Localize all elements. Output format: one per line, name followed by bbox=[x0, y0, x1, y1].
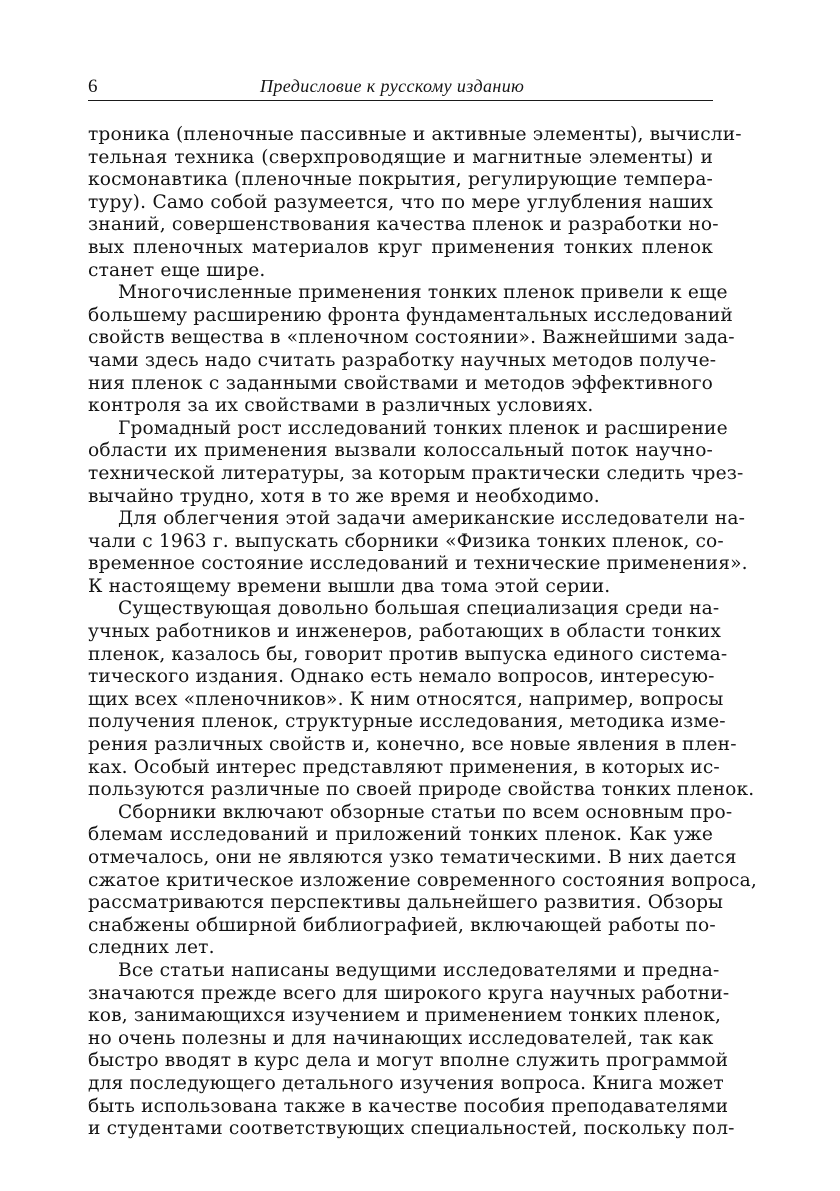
text-line: ния пленок с заданными свойствами и методов эффективного bbox=[88, 372, 713, 394]
text-line: туру). Само собой разумеется, что по мере углубления наших bbox=[88, 191, 713, 213]
text-line: и студентами соответствующих специальностей, поскольку пол- bbox=[88, 1118, 735, 1140]
text-line: свойств вещества в «пленочном состоянии». Важнейшими зада- bbox=[88, 327, 735, 349]
text-line: для последующего детального изучения вопроса. Книга может bbox=[88, 1072, 724, 1094]
text-line: рассматриваются перспективы дальнейшего развития. Обзоры bbox=[88, 892, 724, 914]
text-line: троника (пленочные пассивные и активные элементы), вычисли- bbox=[88, 124, 742, 145]
text-line: станет еще шире. bbox=[88, 259, 266, 281]
paragraph bbox=[88, 508, 748, 598]
text-line: учных работников и инженеров, работающих в области тонких bbox=[88, 621, 722, 643]
text-line: следних лет. bbox=[88, 937, 215, 959]
text-line: технической литературы, за которым практически следить чрез- bbox=[88, 462, 744, 484]
text-line: рения различных свойств и, конечно, все новые явления в плен- bbox=[88, 734, 737, 756]
paragraph bbox=[88, 801, 757, 960]
text-line: сжатое критическое изложение современного состояния вопроса, bbox=[88, 869, 757, 891]
text-line: но очень полезны и для начинающих исследователей, так как bbox=[88, 1027, 714, 1049]
text-line: знаний, совершенствования качества пленок и разработки но- bbox=[88, 214, 719, 236]
text-line: Многочисленные применения тонких пленок привели к еще bbox=[118, 282, 728, 304]
text-line: космонавтика (пленочные покрытия, регулирующие темпера- bbox=[88, 169, 713, 191]
text-line: большему расширению фронта фундаментальных исследований bbox=[88, 304, 733, 326]
text-line: ках. Особый интерес представляют применения, в которых ис- bbox=[88, 756, 720, 778]
page-header bbox=[88, 72, 713, 101]
running-title: Предисловие к русскому изданию bbox=[260, 76, 525, 96]
paragraph bbox=[88, 959, 735, 1141]
paragraph bbox=[88, 417, 744, 508]
text-line: получения пленок, структурные исследования, методика изме- bbox=[88, 711, 726, 733]
text-line: Громадный рост исследований тонких пленок и расширение bbox=[118, 417, 728, 439]
text-line: отмечалось, они не являются узко тематическими. В них дается bbox=[88, 847, 737, 868]
page-number: 6 bbox=[88, 76, 98, 97]
text-line: Существующая довольно большая специализация среди на- bbox=[118, 598, 720, 620]
text-line: пользуются различные по своей природе свойства тонких пленок. bbox=[88, 779, 755, 801]
text-line: быстро вводят в курс дела и могут вполне служить программой bbox=[88, 1050, 729, 1072]
text-line: Для облегчения этой задачи американские исследователи на- bbox=[118, 508, 746, 530]
text-line: тического издания. Однако есть немало вопросов, интересую- bbox=[88, 666, 715, 688]
text-line: Все статьи написаны ведущими исследователями и предна- bbox=[118, 959, 720, 981]
text-line: области их применения вызвали колоссальный поток научно- bbox=[88, 440, 713, 462]
body-text bbox=[88, 124, 757, 1141]
text-line: тельная техника (сверхпроводящие и магнитные элементы) и bbox=[88, 146, 713, 168]
text-line: блемам исследований и приложений тонких пленок. Как уже bbox=[88, 824, 713, 846]
text-line: вычайно трудно, хотя в то же время и необходимо. bbox=[88, 485, 600, 507]
text-line: вых пленочных материалов круг применения тонких пленок bbox=[88, 236, 713, 258]
text-line: снабжены обширной библиографией, включающей работы по- bbox=[88, 914, 716, 936]
text-line: чами здесь надо считать разработку научных методов получе- bbox=[88, 349, 717, 371]
text-line: Сборники включают обзорные статьи по всем основным про- bbox=[118, 801, 733, 823]
text-line: щих всех «пленочников». К ним относятся, например, вопросы bbox=[88, 688, 724, 710]
paragraph bbox=[88, 282, 735, 418]
text-line: быть использована также в качестве пособия преподавателями bbox=[88, 1095, 729, 1117]
text-line: К настоящему времени вышли два тома этой серии. bbox=[88, 575, 611, 597]
text-line: контроля за их свойствами в различных условиях. bbox=[88, 395, 594, 417]
paragraph bbox=[88, 124, 742, 282]
text-line: значаются прежде всего для широкого круга научных работни- bbox=[88, 982, 730, 1004]
text-line: чали с 1963 г. выпускать сборники «Физика тонких пленок, со- bbox=[88, 530, 724, 552]
text-line: временное состояние исследований и технические применения». bbox=[88, 553, 748, 575]
text-line: ков, занимающихся изучением и применением тонких пленок, bbox=[88, 1005, 722, 1027]
paragraph bbox=[88, 598, 755, 801]
text-line: пленок, казалось бы, говорит против выпуска единого система- bbox=[88, 643, 728, 665]
